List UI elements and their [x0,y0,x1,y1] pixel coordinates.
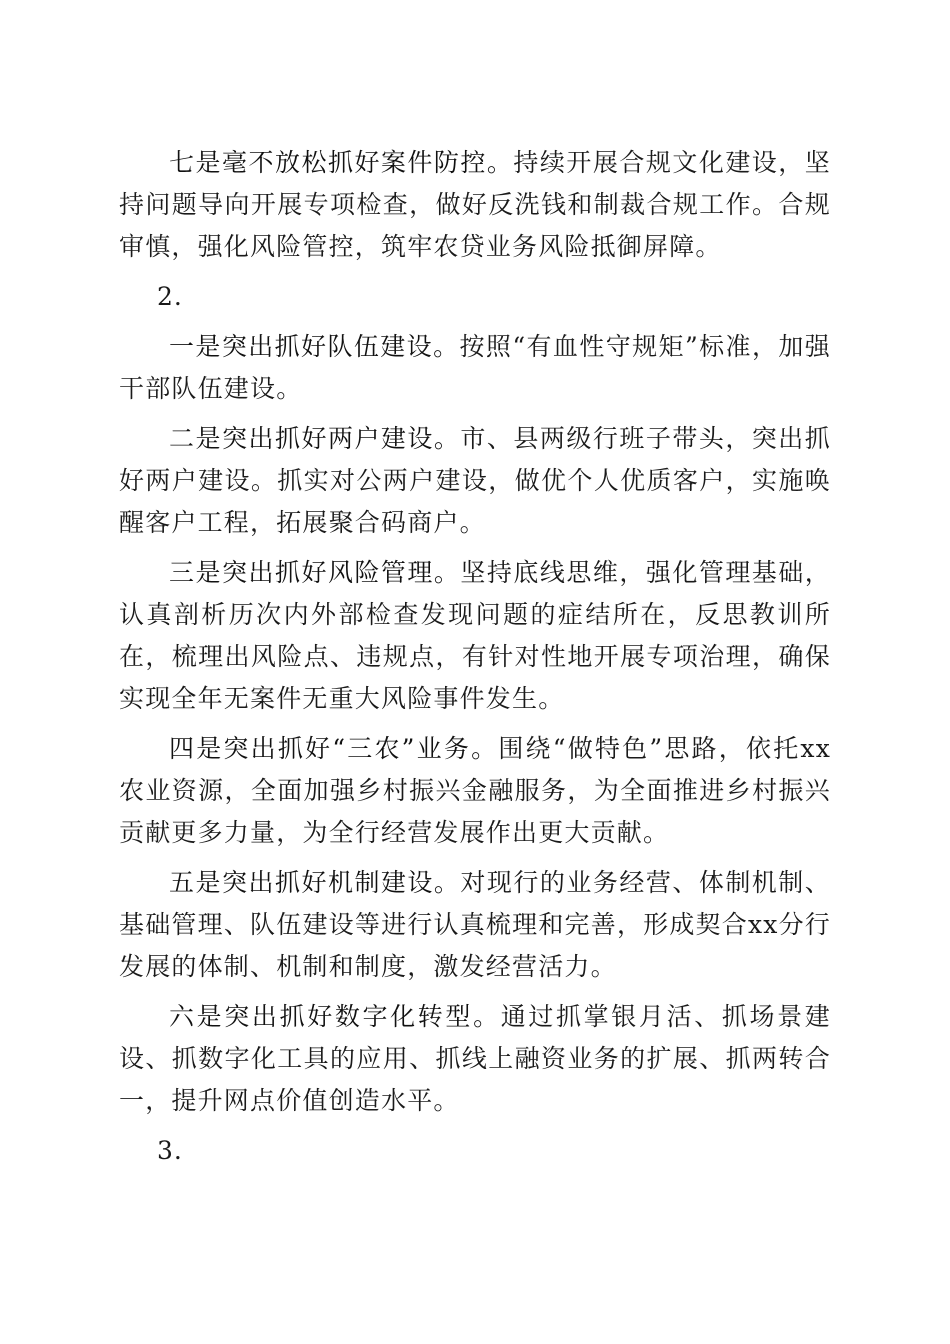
section-number: 3. [157,1136,183,1165]
paragraph-body: 按照“有血性守规矩”标准，加强干部队伍建设。 [119,332,831,403]
paragraph-mechanism [119,862,831,988]
paragraph-team-building [119,326,831,410]
paragraph-case-prevention [119,142,831,268]
paragraph-digital-transformation [119,996,831,1122]
paragraph-lead: 六是突出抓好数字化转型。 [169,1002,501,1031]
document-page [119,142,831,1172]
paragraph-body: 坚持底线思维，强化管理基础，认真剖析历次内外部检查发现问题的症结所在，反思教训所在，梳理出风险点、违规点，有针对性地开展专项治理，确保实现全年无案件无重大风险事件发生。 [119,558,831,713]
paragraph-two-accounts [119,418,831,544]
paragraph-lead: 三是突出抓好风险管理。 [169,558,461,587]
paragraph-body: 围绕“做特色”思路，依托xx农业资源，全面加强乡村振兴金融服务，为全面推进乡村振兴贡献更多力量，为全行经营发展作出更大贡献。 [119,734,832,847]
paragraph-agriculture [119,728,831,854]
paragraph-lead: 一是突出抓好队伍建设。 [169,332,460,361]
paragraph-lead: 七是毫不放松抓好案件防控。 [169,148,514,177]
paragraph-lead: 四是突出抓好“三农”业务。 [169,734,499,763]
paragraph-lead: 二是突出抓好两户建设。 [169,424,461,453]
paragraph-risk-management [119,552,831,720]
paragraph-body: 市、县两级行班子带头，突出抓好两户建设。抓实对公两户建设，做优个人优质客户，实施唤醒客户工程，拓展聚合码商户。 [119,424,831,537]
paragraph-body: 对现行的业务经营、体制机制、基础管理、队伍建设等进行认真梳理和完善，形成契合xx分行发展的体制、机制和制度，激发经营活力。 [119,868,831,981]
paragraph-lead: 五是突出抓好机制建设。 [169,868,461,897]
paragraph-body: 通过抓掌银月活、抓场景建设、抓数字化工具的应用、抓线上融资业务的扩展、抓两转合一，提升网点价值创造水平。 [119,1002,831,1115]
section-number: 2. [157,282,183,311]
paragraph-body: 持续开展合规文化建设，坚持问题导向开展专项检查，做好反洗钱和制裁合规工作。合规审慎，强化风险管控，筑牢农贷业务风险抵御屏障。 [119,148,831,261]
